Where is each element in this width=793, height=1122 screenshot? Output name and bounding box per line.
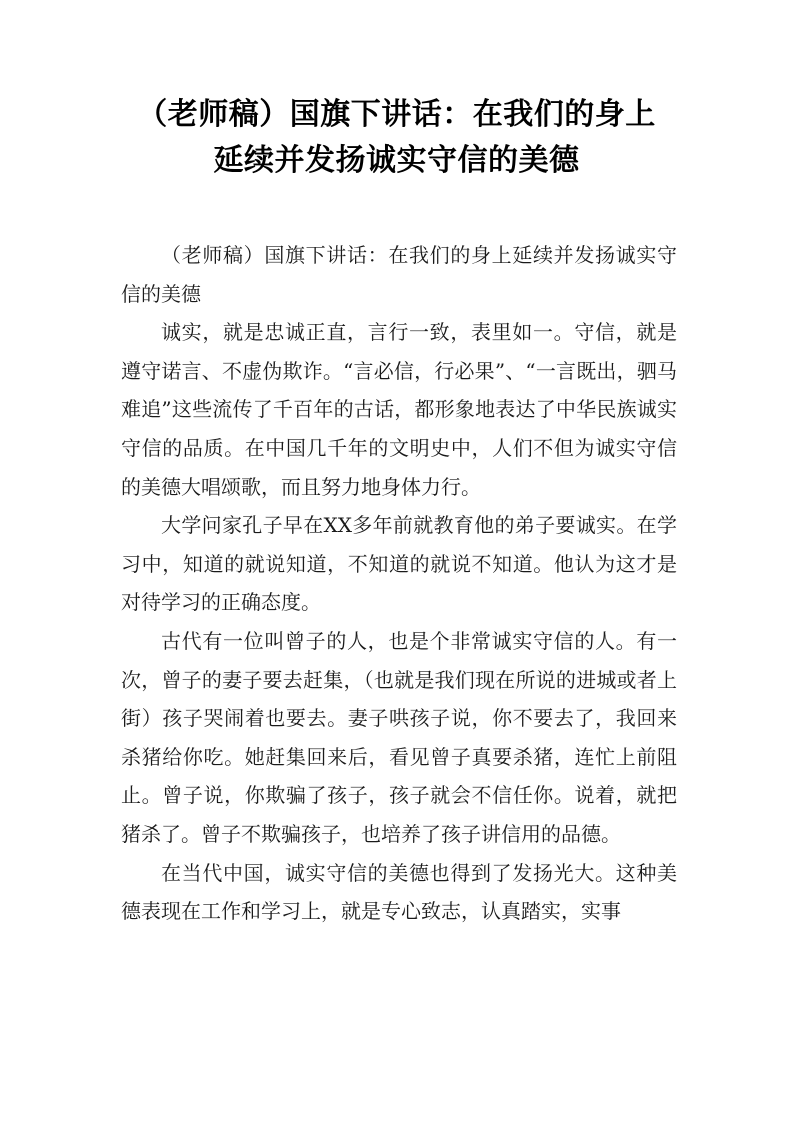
paragraph: 在当代中国，诚实守信的美德也得到了发扬光大。这种美德表现在工作和学习上，就是专心致志，认真踏实，实事 bbox=[121, 860, 677, 924]
paragraph: （老师稿）国旗下讲话：在我们的身上延续并发扬诚实守信的美德 bbox=[121, 243, 677, 306]
title-line-1: （老师稿）国旗下讲话：在我们的身上 bbox=[137, 97, 656, 132]
title-line-2: 延续并发扬诚实守信的美德 bbox=[213, 143, 580, 178]
paragraph: 大学问家孔子早在XX多年前就教育他的弟子要诚实。在学习中，知道的就说知道，不知道的就说不知道。他认为这才是对待学习的正确态度。 bbox=[121, 513, 677, 615]
paragraph: 诚实，就是忠诚正直，言行一致，表里如一。守信，就是遵守诺言、不虚伪欺诈。“言必信，行必果”、“一言既出，驷马难追”这些流传了千百年的古话，都形象地表达了中华民族诚实守信的品质。在中国几千年的文明史中，人们不但为诚实守信的美德大唱颂歌，而且努力地身体力行。 bbox=[121, 320, 677, 499]
paragraph: 古代有一位叫曾子的人，也是个非常诚实守信的人。有一次，曾子的妻子要去赶集，（也就是我们现在所说的进城或者上街）孩子哭闹着也要去。妻子哄孩子说，你不要去了，我回来杀猪给你吃。她赶集回来后，看见曾子真要杀猪，连忙上前阻止。曾子说，你欺骗了孩子，孩子就会不信任你。说着，就把猪杀了。曾子不欺骗孩子，也培养了孩子讲信用的品德。 bbox=[121, 628, 677, 846]
document-title bbox=[60, 92, 733, 184]
document-body bbox=[121, 236, 677, 931]
